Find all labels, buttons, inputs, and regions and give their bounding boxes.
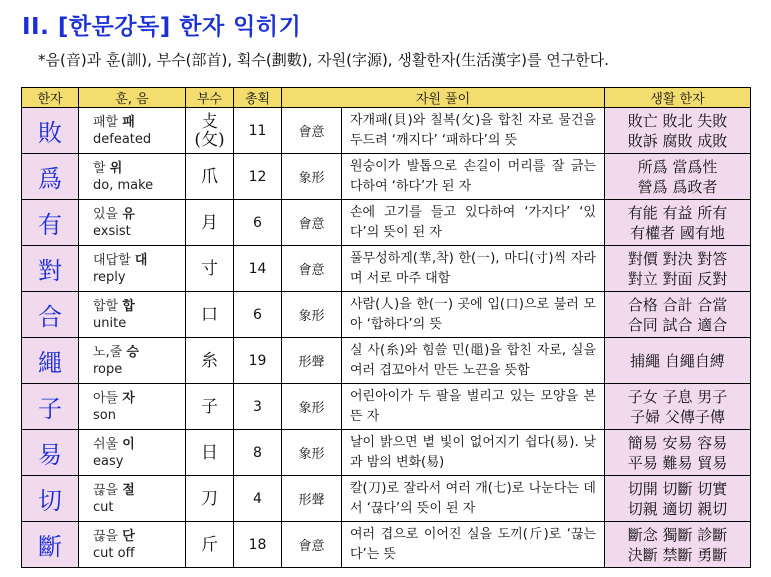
words-line-2: 平易 難易 貿易 bbox=[627, 453, 728, 472]
english-meaning: cut bbox=[93, 499, 114, 515]
english-meaning: son bbox=[93, 407, 116, 423]
words-line-1: 有能 有益 所有 bbox=[627, 203, 728, 222]
words-line-2: 切親 適切 親切 bbox=[627, 499, 728, 518]
hun-eum-cell bbox=[79, 292, 186, 338]
words-line-1: 敗亡 敗北 失敗 bbox=[627, 111, 728, 130]
origin-explanation: 어린아이가 두 팔을 벌리고 있는 모양을 본뜬 자 bbox=[342, 384, 605, 430]
words-cell bbox=[605, 246, 751, 292]
hun-eum-cell bbox=[79, 384, 186, 430]
busu-alt: (攵) bbox=[194, 129, 225, 150]
hun-line bbox=[93, 390, 185, 407]
origin-explanation: 실 사(糸)와 힘쓸 민(黽)을 합친 자로, 실을 여러 겹꼬아서 만든 노끈을 뜻함 bbox=[342, 338, 605, 384]
busu-text: 子 bbox=[201, 396, 218, 417]
hanja-char: 爲 bbox=[22, 154, 79, 200]
header-row bbox=[22, 88, 751, 108]
busu-text: 寸 bbox=[201, 258, 218, 279]
formation-type: 象形 bbox=[282, 154, 342, 200]
hun-text: 아들 bbox=[93, 390, 119, 406]
hun-line bbox=[93, 160, 185, 177]
origin-explanation: 원숭이가 발톱으로 손길이 머리를 잘 긁는다하여 ‘하다’가 된 자 bbox=[342, 154, 605, 200]
eum-text: 자 bbox=[122, 390, 135, 406]
busu-cell bbox=[186, 246, 234, 292]
header-strokes: 총획 bbox=[234, 88, 282, 108]
table-row bbox=[22, 154, 751, 200]
hun-text: 있을 bbox=[93, 206, 119, 222]
origin-explanation: 풀무성하게(丵,착) 한(一), 마디(寸)씩 자라며 서로 마주 대함 bbox=[342, 246, 605, 292]
formation-type: 象形 bbox=[282, 292, 342, 338]
words-line-2: 敗訴 腐敗 成敗 bbox=[627, 131, 728, 150]
hun-line bbox=[93, 344, 185, 361]
busu-cell bbox=[186, 522, 234, 568]
hun-line bbox=[93, 298, 185, 315]
eum-text: 단 bbox=[122, 528, 135, 544]
words-line-1: 斷念 獨斷 診斷 bbox=[627, 525, 728, 544]
hun-line bbox=[93, 206, 185, 223]
table-row bbox=[22, 200, 751, 246]
hanja-char: 合 bbox=[22, 292, 79, 338]
stroke-count: 19 bbox=[234, 338, 282, 384]
stroke-count: 14 bbox=[234, 246, 282, 292]
hanja-table bbox=[21, 87, 751, 568]
hanja-char: 敗 bbox=[22, 108, 79, 154]
words-cell bbox=[605, 338, 751, 384]
hun-line bbox=[93, 436, 185, 453]
eum-text: 합 bbox=[122, 298, 135, 314]
eum-text: 절 bbox=[122, 482, 135, 498]
words-line-2: 對立 對面 反對 bbox=[627, 269, 728, 288]
hun-line bbox=[93, 482, 185, 499]
table-row bbox=[22, 476, 751, 522]
table-row bbox=[22, 522, 751, 568]
eum-text: 승 bbox=[126, 344, 139, 360]
header-busu: 부수 bbox=[186, 88, 234, 108]
hanja-char: 有 bbox=[22, 200, 79, 246]
busu-text: 日 bbox=[201, 442, 218, 463]
hanja-char: 斷 bbox=[22, 522, 79, 568]
stroke-count: 8 bbox=[234, 430, 282, 476]
busu-cell bbox=[186, 292, 234, 338]
words-line-1: 合格 合計 合當 bbox=[627, 295, 728, 314]
words-cell bbox=[605, 154, 751, 200]
eum-text: 대 bbox=[134, 252, 148, 268]
words-cell bbox=[605, 522, 751, 568]
origin-explanation: 자개패(貝)와 칠복(攵)을 합친 자로 물건을 두드려 ‘깨지다’ ‘패하다’의 뜻 bbox=[342, 108, 605, 154]
words-line-1: 簡易 安易 容易 bbox=[627, 433, 728, 452]
busu-text: 糸 bbox=[201, 350, 218, 371]
hanja-char: 繩 bbox=[22, 338, 79, 384]
hun-text: 합할 bbox=[93, 298, 119, 314]
header-words: 생활 한자 bbox=[605, 88, 751, 108]
hanja-char: 易 bbox=[22, 430, 79, 476]
words-line-1: 子女 子息 男子 bbox=[627, 387, 728, 406]
english-meaning: rope bbox=[93, 361, 123, 377]
hanja-char: 子 bbox=[22, 384, 79, 430]
hun-line bbox=[93, 528, 185, 545]
origin-explanation: 칼(刀)로 잘라서 여러 개(七)로 나눈다는 데서 ‘끊다’의 뜻이 된 자 bbox=[342, 476, 605, 522]
busu-cell bbox=[186, 108, 234, 154]
busu-text: 月 bbox=[201, 212, 218, 233]
english-meaning: exsist bbox=[93, 223, 131, 239]
busu-cell bbox=[186, 430, 234, 476]
words-cell bbox=[605, 292, 751, 338]
stroke-count: 12 bbox=[234, 154, 282, 200]
hun-eum-cell bbox=[79, 430, 186, 476]
words-line-1: 對價 對決 對答 bbox=[627, 249, 728, 268]
words-line-2: 有權者 國有地 bbox=[630, 223, 725, 242]
page-subtitle: *음(音)과 훈(訓), 부수(部首), 획수(劃數), 자원(字源), 생활한자(生活漢字)를 연구한다. bbox=[38, 51, 609, 69]
eum-text: 유 bbox=[122, 206, 135, 222]
busu-cell bbox=[186, 476, 234, 522]
stroke-count: 6 bbox=[234, 200, 282, 246]
stroke-count: 4 bbox=[234, 476, 282, 522]
english-meaning: cut off bbox=[93, 545, 135, 561]
english-meaning: defeated bbox=[93, 131, 152, 147]
hun-text: 끊을 bbox=[93, 482, 119, 498]
busu-text: 爪 bbox=[201, 166, 218, 187]
english-meaning: reply bbox=[93, 269, 126, 285]
words-cell bbox=[605, 384, 751, 430]
hun-eum-cell bbox=[79, 154, 186, 200]
stroke-count: 18 bbox=[234, 522, 282, 568]
busu-cell bbox=[186, 338, 234, 384]
busu-text: 斤 bbox=[201, 534, 218, 555]
eum-text: 위 bbox=[109, 160, 123, 176]
words-line-2: 合同 試合 適合 bbox=[627, 315, 728, 334]
formation-type: 形聲 bbox=[282, 338, 342, 384]
header-hun-eum: 훈, 음 bbox=[79, 88, 186, 108]
origin-explanation: 여러 겹으로 이어진 실을 도끼(斤)로 ‘끊는다’는 뜻 bbox=[342, 522, 605, 568]
busu-text: 攴 bbox=[201, 111, 218, 132]
formation-type: 會意 bbox=[282, 200, 342, 246]
words-line-1: 所爲 當爲性 bbox=[637, 157, 718, 176]
words-cell bbox=[605, 430, 751, 476]
hun-eum-cell bbox=[79, 246, 186, 292]
hun-text: 끊을 bbox=[93, 528, 119, 544]
hanja-char: 對 bbox=[22, 246, 79, 292]
busu-cell bbox=[186, 154, 234, 200]
table-row bbox=[22, 338, 751, 384]
table-row bbox=[22, 108, 751, 154]
hun-text: 쉬울 bbox=[93, 436, 119, 452]
words-line-1: 捕繩 自繩自縛 bbox=[630, 351, 725, 370]
header-hanja: 한자 bbox=[22, 88, 79, 108]
hun-eum-cell bbox=[79, 200, 186, 246]
page-title: II. [한문강독] 한자 익히기 bbox=[22, 14, 302, 40]
formation-type: 象形 bbox=[282, 430, 342, 476]
formation-type: 會意 bbox=[282, 246, 342, 292]
table-row bbox=[22, 430, 751, 476]
words-line-2: 決斷 禁斷 勇斷 bbox=[627, 545, 728, 564]
hanja-char: 切 bbox=[22, 476, 79, 522]
hun-line bbox=[93, 114, 185, 131]
hun-text: 노,줄 bbox=[93, 344, 123, 360]
eum-text: 패 bbox=[122, 114, 135, 130]
english-meaning: easy bbox=[93, 453, 124, 469]
formation-type: 會意 bbox=[282, 522, 342, 568]
english-meaning: unite bbox=[93, 315, 127, 331]
busu-cell bbox=[186, 384, 234, 430]
hun-eum-cell bbox=[79, 338, 186, 384]
words-line-1: 切開 切斷 切實 bbox=[627, 479, 728, 498]
stroke-count: 3 bbox=[234, 384, 282, 430]
words-cell bbox=[605, 108, 751, 154]
hun-text: 대답할 bbox=[93, 252, 131, 268]
hun-line bbox=[93, 252, 185, 269]
stroke-count: 11 bbox=[234, 108, 282, 154]
hun-eum-cell bbox=[79, 476, 186, 522]
busu-text: 刀 bbox=[201, 488, 218, 509]
hun-eum-cell bbox=[79, 108, 186, 154]
origin-explanation: 사람(人)을 한(一) 곳에 입(口)으로 불러 모아 ‘합하다’의 뜻 bbox=[342, 292, 605, 338]
table-row bbox=[22, 246, 751, 292]
busu-cell bbox=[186, 200, 234, 246]
words-line-2: 營爲 爲政者 bbox=[637, 177, 718, 196]
words-cell bbox=[605, 200, 751, 246]
hun-text: 패할 bbox=[93, 114, 119, 130]
english-meaning: do, make bbox=[93, 177, 154, 193]
hun-eum-cell bbox=[79, 522, 186, 568]
busu-text: 口 bbox=[201, 304, 218, 325]
table-row bbox=[22, 384, 751, 430]
formation-type: 象形 bbox=[282, 384, 342, 430]
eum-text: 이 bbox=[122, 436, 135, 452]
table-row bbox=[22, 292, 751, 338]
header-origin: 자원 풀이 bbox=[282, 88, 605, 108]
words-cell bbox=[605, 476, 751, 522]
origin-explanation: 손에 고기를 들고 있다하여 ‘가지다’ ‘있다’의 뜻이 된 자 bbox=[342, 200, 605, 246]
hun-text: 할 bbox=[93, 160, 106, 176]
formation-type: 會意 bbox=[282, 108, 342, 154]
words-line-2: 子婦 父傳子傳 bbox=[630, 407, 725, 426]
stroke-count: 6 bbox=[234, 292, 282, 338]
origin-explanation: 날이 밝으면 볕 빛이 없어지기 쉽다(易). 낮과 밤의 변화(易) bbox=[342, 430, 605, 476]
formation-type: 形聲 bbox=[282, 476, 342, 522]
